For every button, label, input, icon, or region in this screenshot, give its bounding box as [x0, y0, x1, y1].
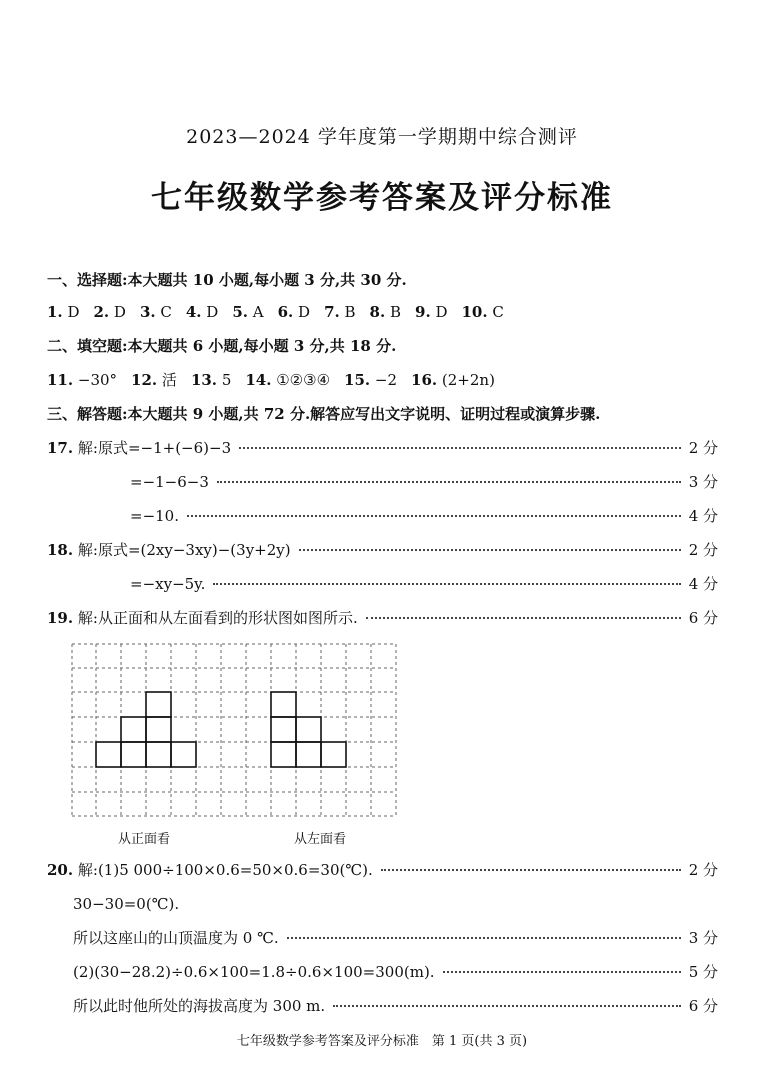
- s1-answer-number: 10.: [461, 303, 488, 321]
- s1-answer-number: 2.: [93, 303, 110, 321]
- leader-dots: [239, 447, 681, 449]
- page-title: 七年级数学参考答案及评分标准: [151, 180, 613, 216]
- s2-answer-number: 15.: [344, 371, 371, 389]
- q19-step-1: 解:从正面和从左面看到的形状图如图所示.: [77, 609, 358, 627]
- q19-score-1: 6 分: [688, 609, 718, 627]
- front-view-shape: [96, 692, 196, 767]
- left-view-shape: [271, 692, 346, 767]
- section1-answers: [47, 302, 518, 322]
- q17-step-2: =−1−6−3: [130, 473, 209, 491]
- leader-dots: [299, 549, 681, 551]
- q20-line-3: [73, 928, 718, 948]
- leader-dots: [187, 515, 681, 517]
- s1-answer-number: 6.: [277, 303, 294, 321]
- q17-score-2: 3 分: [688, 473, 718, 491]
- s2-answer-number: 11.: [47, 371, 74, 389]
- caption-left-view: 从左面看: [294, 832, 347, 847]
- section1-heading: 一、选择题:本大题共 10 小题,每小题 3 分,共 30 分.: [47, 271, 407, 289]
- q17-score-3: 4 分: [688, 507, 718, 525]
- q20-step-5: 所以此时他所处的海拔高度为 300 m.: [73, 997, 326, 1015]
- s1-answer-9: [415, 303, 447, 321]
- s1-answer-7: [324, 303, 355, 321]
- q19-line-1: [47, 608, 718, 628]
- s2-answer-4: [245, 371, 330, 389]
- q18-score-2: 4 分: [688, 575, 718, 593]
- s2-answer-1: [47, 371, 117, 389]
- s1-answer-value: A: [248, 303, 264, 321]
- s2-answer-value: 活: [157, 371, 177, 389]
- page-footer: 七年级数学参考答案及评分标准 第 1 页(共 3 页): [236, 1034, 528, 1049]
- q17-line-3: [130, 506, 718, 526]
- s2-answer-value: (2+2n): [437, 371, 495, 389]
- s1-answer-value: C: [487, 303, 504, 321]
- s2-answer-5: [344, 371, 397, 389]
- q19-number: 19.: [47, 609, 74, 627]
- s1-answer-value: B: [385, 303, 402, 321]
- view-diagram: [70, 642, 400, 822]
- q18-number: 18.: [47, 541, 74, 559]
- s1-answer-value: C: [155, 303, 172, 321]
- leader-dots: [381, 869, 681, 871]
- s2-answer-value: −30°: [73, 371, 118, 389]
- q20-step-4: (2)(30−28.2)÷0.6×100=1.8÷0.6×100=300(m).: [73, 963, 435, 981]
- s2-answer-number: 16.: [411, 371, 438, 389]
- exam-subtitle: 2023—2024 学年度第一学期期中综合测评: [186, 126, 578, 148]
- s2-answer-3: [191, 371, 231, 389]
- q18-step-2: =−xy−5y.: [130, 575, 206, 593]
- s1-answer-number: 1.: [47, 303, 63, 321]
- leader-dots: [213, 583, 680, 585]
- s1-answer-10: [461, 303, 503, 321]
- s1-answer-number: 3.: [139, 303, 156, 321]
- s1-answer-3: [140, 303, 172, 321]
- s1-answer-number: 5.: [232, 303, 248, 321]
- s1-answer-value: D: [293, 303, 311, 321]
- section2-answers: [47, 370, 509, 390]
- s2-answer-2: [131, 371, 177, 389]
- leader-dots: [443, 971, 681, 973]
- s1-answer-2: [93, 303, 125, 321]
- s2-answer-6: [411, 371, 495, 389]
- q20-line-1: [47, 860, 718, 880]
- q20-score-5: 6 分: [688, 997, 718, 1015]
- s2-answer-number: 12.: [131, 371, 158, 389]
- q17-score-1: 2 分: [688, 439, 718, 457]
- s2-answer-value: ①②③④: [271, 371, 331, 389]
- s1-answer-value: D: [430, 303, 448, 321]
- s1-answer-number: 7.: [324, 303, 340, 321]
- q18-step-1: 解:原式=(2xy−3xy)−(3y+2y): [77, 541, 291, 559]
- s1-answer-number: 8.: [369, 303, 386, 321]
- s1-answer-5: [232, 303, 263, 321]
- q20-step-2: 30−30=0(℃).: [73, 895, 180, 913]
- q18-score-1: 2 分: [688, 541, 718, 559]
- q17-number: 17.: [47, 439, 74, 457]
- q20-line-4: [73, 962, 718, 982]
- s2-answer-number: 14.: [245, 371, 272, 389]
- s1-answer-4: [186, 303, 218, 321]
- leader-dots: [287, 937, 681, 939]
- q17-line-1: [47, 438, 718, 458]
- s1-answer-number: 4.: [185, 303, 202, 321]
- caption-front-view: 从正面看: [118, 832, 171, 847]
- leader-dots: [366, 617, 681, 619]
- s1-answer-value: B: [339, 303, 356, 321]
- q20-line-5: [73, 996, 718, 1016]
- section2-heading: 二、填空题:本大题共 6 小题,每小题 3 分,共 18 分.: [47, 337, 397, 355]
- q20-score-4: 5 分: [688, 963, 718, 981]
- q17-line-2: [130, 472, 718, 492]
- leader-dots: [333, 1005, 681, 1007]
- q20-step-3: 所以这座山的山顶温度为 0 ℃.: [73, 929, 279, 947]
- q20-step-1: 解:(1)5 000÷100×0.6=50×0.6=30(℃).: [77, 861, 373, 879]
- q17-step-3: =−10.: [130, 507, 179, 525]
- s2-answer-number: 13.: [190, 371, 218, 389]
- s1-answer-value: D: [62, 303, 80, 321]
- s1-answer-1: [47, 303, 79, 321]
- q20-number: 20.: [47, 861, 74, 879]
- q18-line-2: [130, 574, 718, 594]
- s2-answer-value: −2: [370, 371, 398, 389]
- s1-answer-number: 9.: [415, 303, 431, 321]
- s1-answer-value: D: [201, 303, 219, 321]
- s1-answer-6: [278, 303, 310, 321]
- leader-dots: [217, 481, 681, 483]
- s1-answer-8: [370, 303, 401, 321]
- q20-score-1: 2 分: [688, 861, 718, 879]
- q20-score-3: 3 分: [688, 929, 718, 947]
- q18-line-1: [47, 540, 718, 560]
- section3-heading: 三、解答题:本大题共 9 小题,共 72 分.解答应写出文字说明、证明过程或演算步骤.: [47, 405, 601, 423]
- q17-step-1: 解:原式=−1+(−6)−3: [77, 439, 232, 457]
- s2-answer-value: 5: [217, 371, 232, 389]
- s1-answer-value: D: [109, 303, 126, 321]
